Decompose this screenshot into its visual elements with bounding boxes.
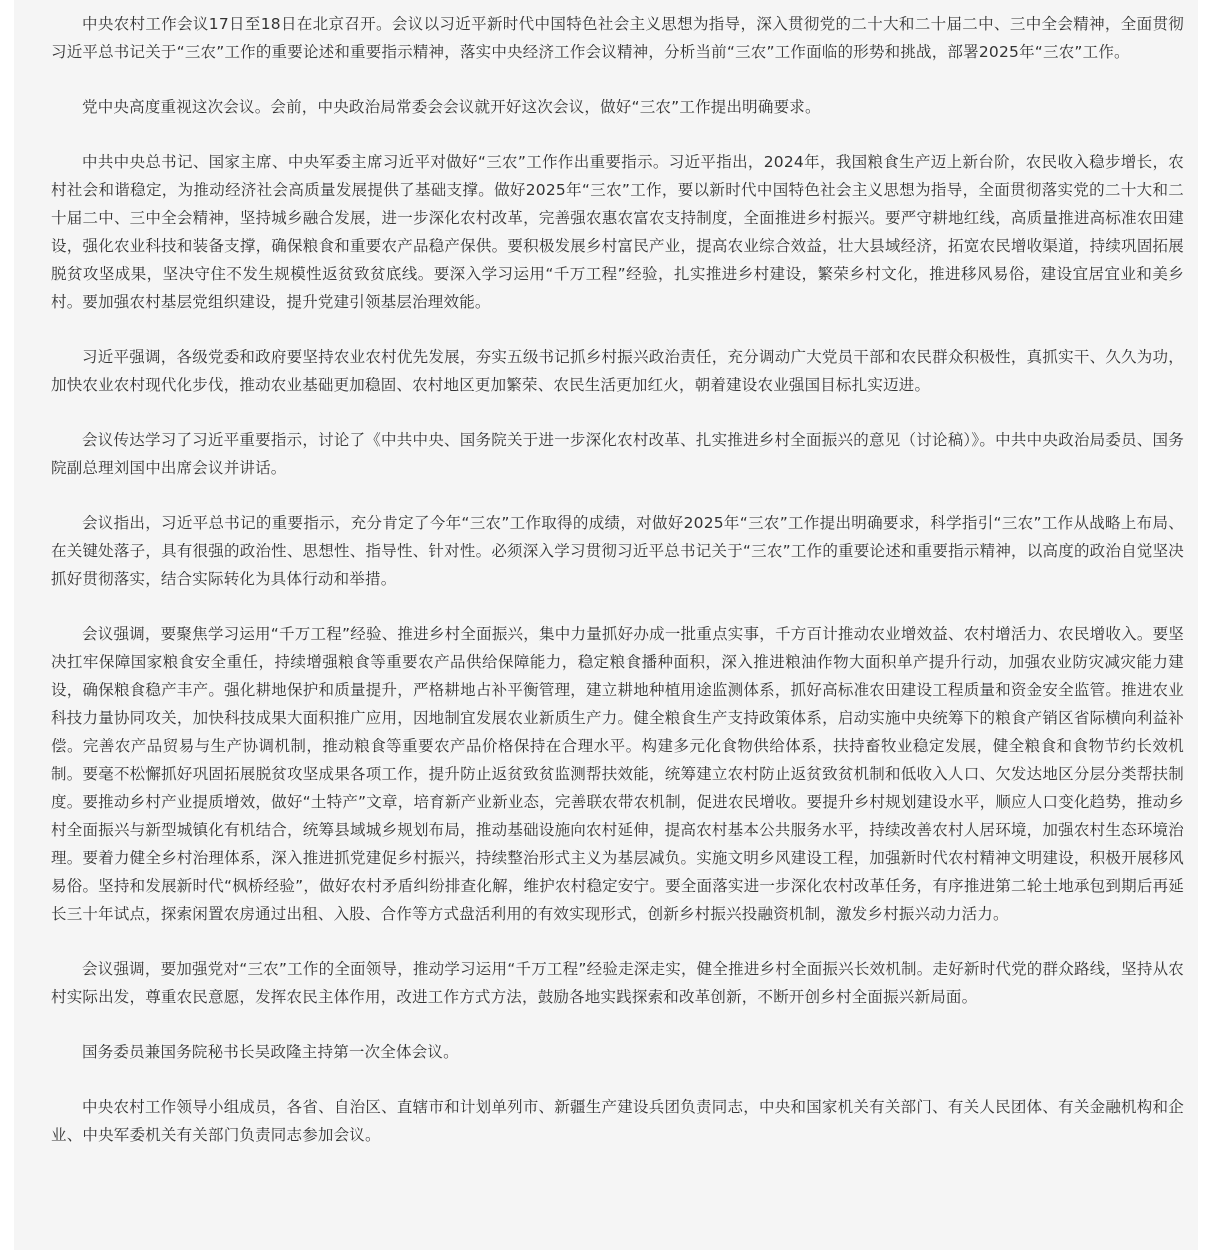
article-paragraph: 国务委员兼国务院秘书长吴政隆主持第一次全体会议。 (82, 1043, 459, 1061)
article-paragraph: 中央农村工作领导小组成员，各省、自治区、直辖市和计划单列市、新疆生产建设兵团负责同志，中央和国家机关有关部门、有关人民团体、有关金融机构和企业、中央军委机关有关部门负责同志参加会议。 (51, 1098, 1184, 1144)
article-panel (14, 0, 1198, 1250)
article-paragraph: 会议强调，要加强党对“三农”工作的全面领导，推动学习运用“千万工程”经验走深走实，健全推进乡村全面振兴长效机制。走好新时代党的群众路线，坚持从农村实际出发，尊重农民意愿，发挥农民主体作用，改进工作方式方法，鼓励各地实践探索和改革创新，不断开创乡村全面振兴新局面。 (51, 960, 1184, 1006)
article-paragraph: 会议传达学习了习近平重要指示，讨论了《中共中央、国务院关于进一步深化农村改革、扎实推进乡村全面振兴的意见（讨论稿）》。中共中央政治局委员、国务院副总理刘国中出席会议并讲话。 (51, 431, 1184, 477)
article-paragraph: 会议指出，习近平总书记的重要指示，充分肯定了今年“三农”工作取得的成绩，对做好2025年“三农”工作提出明确要求，科学指引“三农”工作从战略上布局、在关键处落子，具有很强的政治性、思想性、指导性、针对性。必须深入学习贯彻习近平总书记关于“三农”工作的重要论述和重要指示精神，以高度的政治自觉坚决抓好贯彻落实，结合实际转化为具体行动和举措。 (51, 514, 1184, 588)
article-paragraph: 党中央高度重视这次会议。会前，中央政治局常委会会议就开好这次会议，做好“三农”工作提出明确要求。 (82, 98, 821, 116)
article-body (51, 10, 1184, 1176)
article-paragraph: 会议强调，要聚焦学习运用“千万工程”经验、推进乡村全面振兴，集中力量抓好办成一批重点实事，千方百计推动农业增效益、农村增活力、农民增收入。要坚决扛牢保障国家粮食安全重任，持续增强粮食等重要农产品供给保障能力，稳定粮食播种面积，深入推进粮油作物大面积单产提升行动，加强农业防灾减灾能力建设，确保粮食稳产丰产。强化耕地保护和质量提升，严格耕地占补平衡管理，建立耕地种植用途监测体系，抓好高标准农田建设工程质量和资金安全监管。推进农业科技力量协同攻关，加快科技成果大面积推广应用，因地制宜发展农业新质生产力。健全粮食生产支持政策体系，启动实施中央统筹下的粮食产销区省际横向利益补偿。完善农产品贸易与生产协调机制，推动粮食等重要农产品价格保持在合理水平。构建多元化食物供给体系，扶持畜牧业稳定发展，健全粮食和食物节约长效机制。要毫不松懈抓好巩固拓展脱贫攻坚成果各项工作，提升防止返贫致贫监测帮扶效能，统筹建立农村防止返贫致贫机制和低收入人口、欠发达地区分层分类帮扶制度。要推动乡村产业提质增效，做好“土特产”文章，培育新产业新业态，完善联农带农机制，促进农民增收。要提升乡村规划建设水平，顺应人口变化趋势，推动乡村全面振兴与新型城镇化有机结合，统筹县域城乡规划布局，推动基础设施向农村延伸，提高农村基本公共服务水平，持续改善农村人居环境，加强农村生态环境治理。要着力健全乡村治理体系，深入推进抓党建促乡村振兴，持续整治形式主义为基层减负。实施文明乡风建设工程，加强新时代农村精神文明建设，积极开展移风易俗。坚持和发展新时代“枫桥经验”，做好农村矛盾纠纷排查化解，维护农村稳定安宁。要全面落实进一步深化农村改革任务，有序推进第二轮土地承包到期后再延长三十年试点，探索闲置农房通过出租、入股、合作等方式盘活利用的有效实现形式，创新乡村振兴投融资机制，激发乡村振兴动力活力。 (51, 625, 1184, 923)
article-paragraph: 中共中央总书记、国家主席、中央军委主席习近平对做好“三农”工作作出重要指示。习近平指出，2024年，我国粮食生产迈上新台阶，农民收入稳步增长，农村社会和谐稳定，为推动经济社会高质量发展提供了基础支撑。做好2025年“三农”工作，要以新时代中国特色社会主义思想为指导，全面贯彻落实党的二十大和二十届二中、三中全会精神，坚持城乡融合发展，进一步深化农村改革，完善强农惠农富农支持制度，全面推进乡村振兴。要严守耕地红线，高质量推进高标准农田建设，强化农业科技和装备支撑，确保粮食和重要农产品稳产保供。要积极发展乡村富民产业，提高农业综合效益，壮大县域经济，拓宽农民增收渠道，持续巩固拓展脱贫攻坚成果，坚决守住不发生规模性返贫致贫底线。要深入学习运用“千万工程”经验，扎实推进乡村建设，繁荣乡村文化，推进移风易俗，建设宜居宜业和美乡村。要加强农村基层党组织建设，提升党建引领基层治理效能。 (51, 153, 1184, 311)
article-paragraph: 习近平强调，各级党委和政府要坚持农业农村优先发展，夯实五级书记抓乡村振兴政治责任，充分调动广大党员干部和农民群众积极性，真抓实干、久久为功，加快农业农村现代化步伐，推动农业基础更加稳固、农村地区更加繁荣、农民生活更加红火，朝着建设农业强国目标扎实迈进。 (51, 348, 1184, 394)
article-paragraph: 中央农村工作会议17日至18日在北京召开。会议以习近平新时代中国特色社会主义思想为指导，深入贯彻党的二十大和二十届二中、三中全会精神，全面贯彻习近平总书记关于“三农”工作的重要论述和重要指示精神，落实中央经济工作会议精神，分析当前“三农”工作面临的形势和挑战，部署2025年“三农”工作。 (51, 15, 1184, 61)
